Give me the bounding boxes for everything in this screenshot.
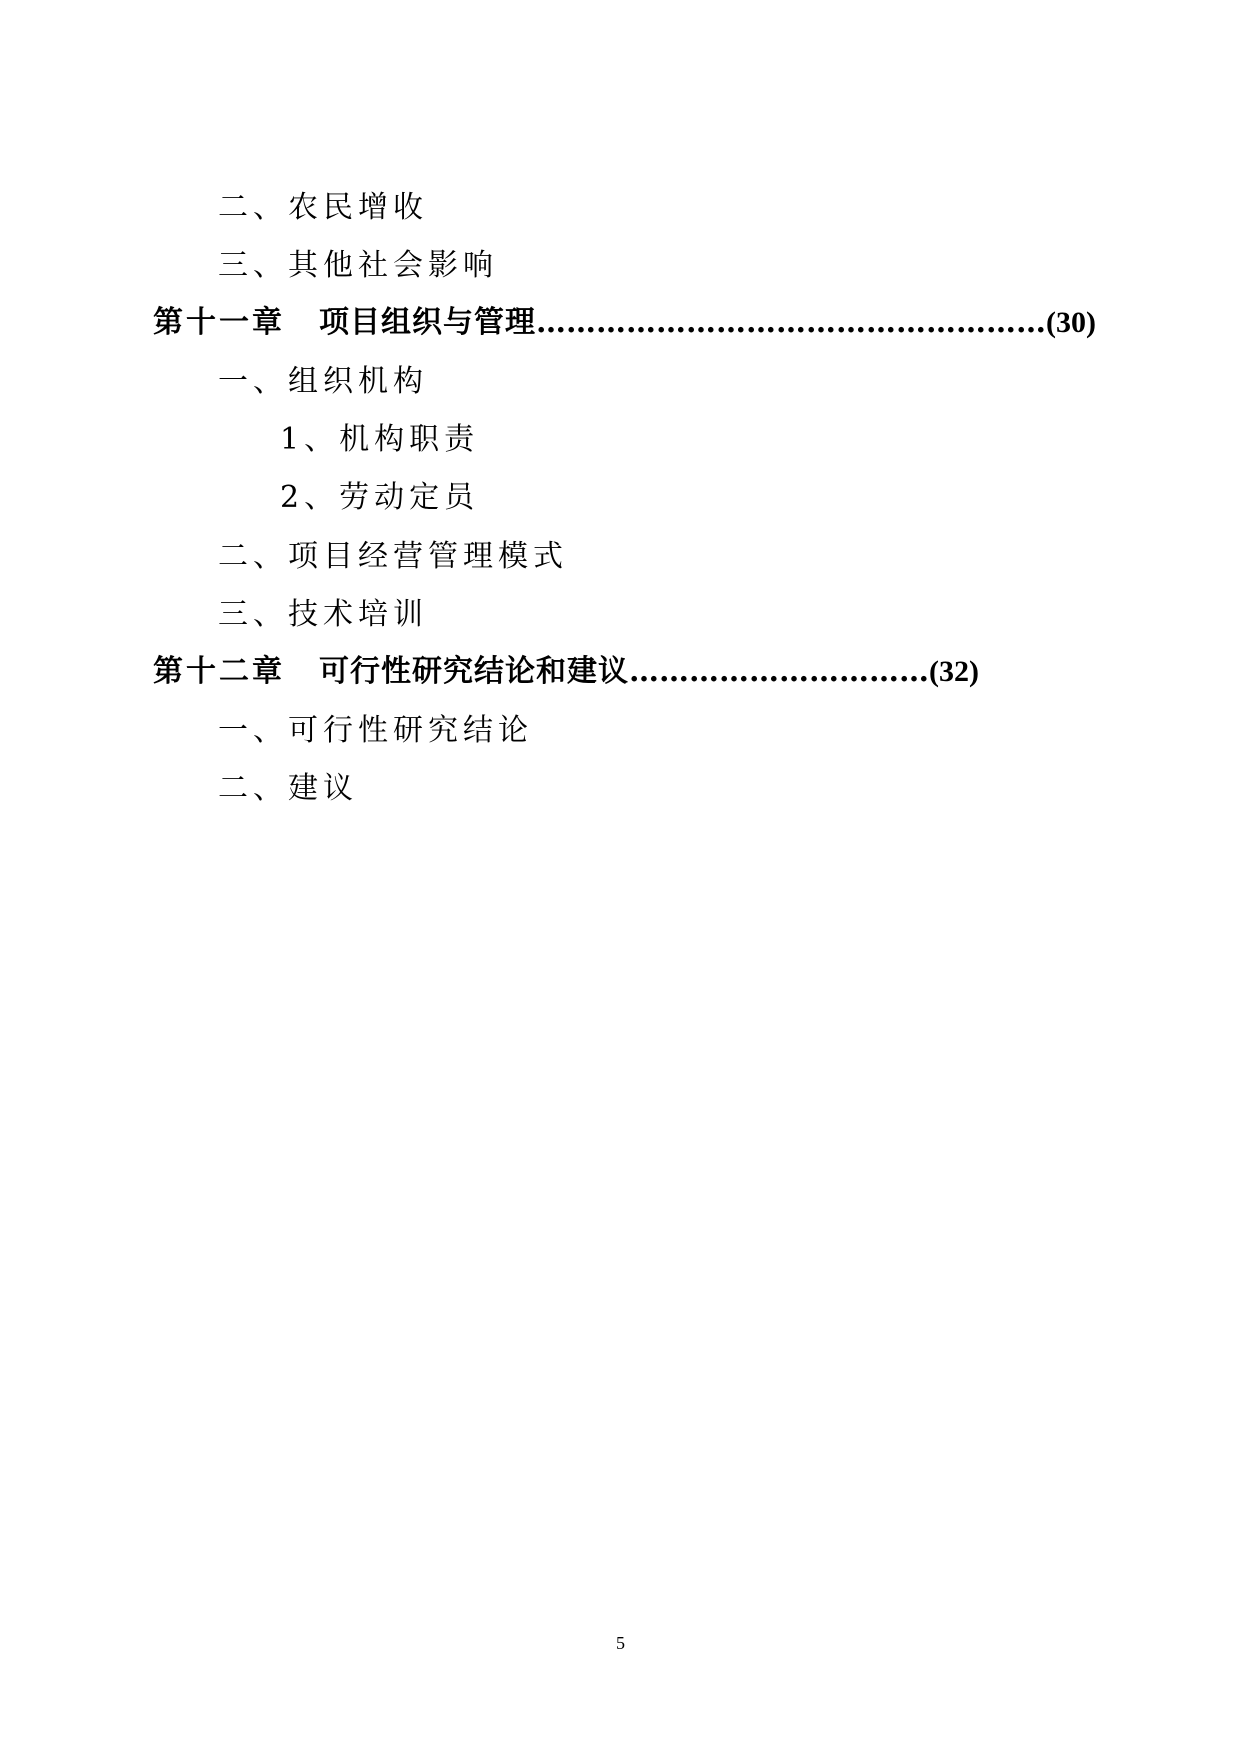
- chapter-title: 项目组织与管理: [319, 305, 536, 340]
- toc-entry-farmer-income: [218, 188, 428, 228]
- toc-entry-suggestions: [218, 769, 358, 809]
- leader-dots: ……………………………………………: [536, 305, 1046, 340]
- chapter-title: 可行性研究结论和建议: [319, 654, 629, 689]
- toc-entry-text: 一、可行性研究结论: [218, 713, 533, 748]
- toc-entry-organization: [218, 362, 428, 402]
- toc-entry-org-duties: [280, 420, 479, 460]
- leader-dots: …………………………: [629, 654, 929, 689]
- toc-chapter-11: [153, 303, 1096, 343]
- chapter-page-ref: (32): [929, 655, 979, 688]
- toc-entry-other-social-impact: [218, 246, 498, 286]
- toc-entry-feasibility-conclusion: [218, 711, 533, 751]
- toc-entry-text: 1、机构职责: [280, 422, 480, 457]
- toc-entry-text: 二、项目经营管理模式: [218, 539, 568, 574]
- chapter-page-ref: (30): [1046, 306, 1096, 339]
- toc-entry-management-mode: [218, 537, 568, 577]
- toc-entry-staffing: [280, 478, 479, 518]
- toc-entry-text: 一、组织机构: [218, 364, 428, 399]
- toc-entry-text: 三、技术培训: [218, 597, 428, 632]
- toc-chapter-12: [153, 652, 979, 692]
- toc-entry-text: 2、劳动定员: [280, 480, 480, 515]
- toc-entry-text: 三、其他社会影响: [218, 248, 498, 283]
- chapter-label: 第十二章: [153, 654, 285, 689]
- toc-entry-text: 二、建议: [218, 771, 358, 806]
- toc-entry-text: 二、农民增收: [218, 190, 428, 225]
- chapter-label: 第十一章: [153, 305, 285, 340]
- toc-entry-tech-training: [218, 595, 428, 635]
- page-number: 5: [616, 1633, 625, 1653]
